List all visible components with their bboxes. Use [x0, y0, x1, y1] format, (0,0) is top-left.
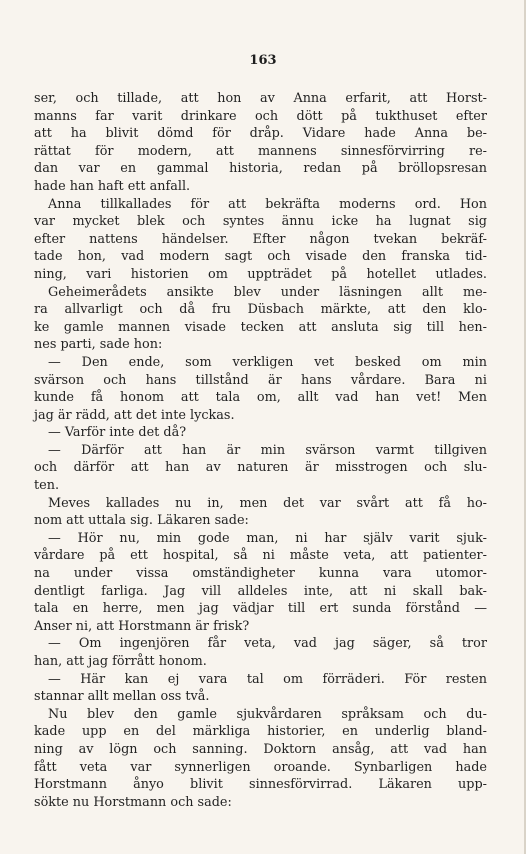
- text-line: kunde få honom att tala om, allt vad han vet! Men: [34, 390, 487, 406]
- text-line: ning av lögn och sanning. Doktorn ansåg, att vad han: [34, 741, 487, 757]
- text-line: sökte nu Horstmann och sade:: [34, 794, 232, 810]
- text-line: — Om ingenjören får veta, vad jag säger, så tror: [48, 636, 487, 652]
- text-line: efter nattens händelser. Efter någon tvekan bekräf-: [34, 231, 487, 247]
- text-line: stannar allt mellan oss två.: [34, 689, 210, 705]
- text-line: ning, vari historien om uppträdet på hotellet utlades.: [34, 266, 487, 282]
- text-line: — Varför inte det då?: [48, 425, 187, 441]
- body-text: [34, 90, 487, 811]
- text-line: — Därför att han är min svärson varmt tillgiven: [48, 442, 487, 458]
- text-line: — Här kan ej vara tal om förräderi. För resten: [48, 671, 487, 687]
- text-line: han, att jag förrått honom.: [34, 654, 207, 669]
- page-number: 163: [249, 53, 277, 68]
- text-line: Anna tillkallades för att bekräfta moderns ord. Hon: [48, 196, 487, 212]
- text-line: att ha blivit dömd för dråp. Vidare hade Anna be-: [34, 126, 487, 142]
- text-line: kade upp en del märkliga historier, en underlig bland-: [34, 724, 487, 740]
- text-line: dentligt farliga. Jag vill alldeles inte, att ni skall bak-: [34, 583, 487, 599]
- text-line: hade han haft ett anfall.: [34, 178, 191, 194]
- text-line: ke gamle mannen visade tecken att ansluta sig till hen-: [34, 319, 487, 335]
- text-line: Nu blev den gamle sjukvårdaren språksam och du-: [48, 706, 487, 722]
- text-line: ser, och tillade, att hon av Anna erfarit, att Horst-: [34, 91, 487, 106]
- text-line: dan var en gammal historia, redan på bröllopsresan: [34, 161, 487, 177]
- text-line: Anser ni, att Horstmann är frisk?: [34, 618, 250, 634]
- text-line: ra allvarligt och då fru Düsbach märkte, att den klo-: [34, 302, 487, 318]
- text-line: nes parti, sade hon:: [34, 337, 163, 353]
- text-line: Horstmann ånyo blivit sinnesförvirrad. Läkaren upp-: [34, 777, 487, 793]
- text-line: manns far varit drinkare och dött på tukthuset efter: [34, 108, 487, 124]
- text-line: ten.: [34, 478, 60, 494]
- text-line: Meves kallades nu in, men det var svårt att få ho-: [48, 495, 487, 511]
- text-line: tala en herre, men jag vädjar till ert sunda förstånd —: [34, 601, 487, 617]
- text-line: svärson och hans tillstånd är hans vårdare. Bara ni: [34, 372, 487, 388]
- text-line: var mycket blek och syntes ännu icke ha lugnat sig: [34, 214, 487, 230]
- text-line: nom att uttala sig. Läkaren sade:: [34, 513, 249, 529]
- text-line: tade hon, vad modern sagt och visade den franska tid-: [34, 249, 487, 265]
- text-line: och därför att han av naturen är misstrogen och slu-: [34, 460, 487, 476]
- text-line: fått veta var synnerligen oroande. Synbarligen hade: [34, 759, 487, 775]
- text-line: — Hör nu, min gode man, ni har själv varit sjuk-: [48, 530, 487, 546]
- text-line: vårdare på ett hospital, så ni måste veta, att patienter-: [34, 548, 487, 564]
- text-line: — Den ende, som verkligen vet besked om min: [48, 354, 487, 370]
- text-line: rättat för modern, att mannens sinnesförvirring re-: [34, 143, 487, 159]
- text-line: jag är rädd, att det inte lyckas.: [34, 407, 235, 423]
- text-line: Geheimerådets ansikte blev under läsningen allt me-: [48, 284, 487, 300]
- text-line: na under vissa omständigheter kunna vara utomor-: [34, 566, 487, 582]
